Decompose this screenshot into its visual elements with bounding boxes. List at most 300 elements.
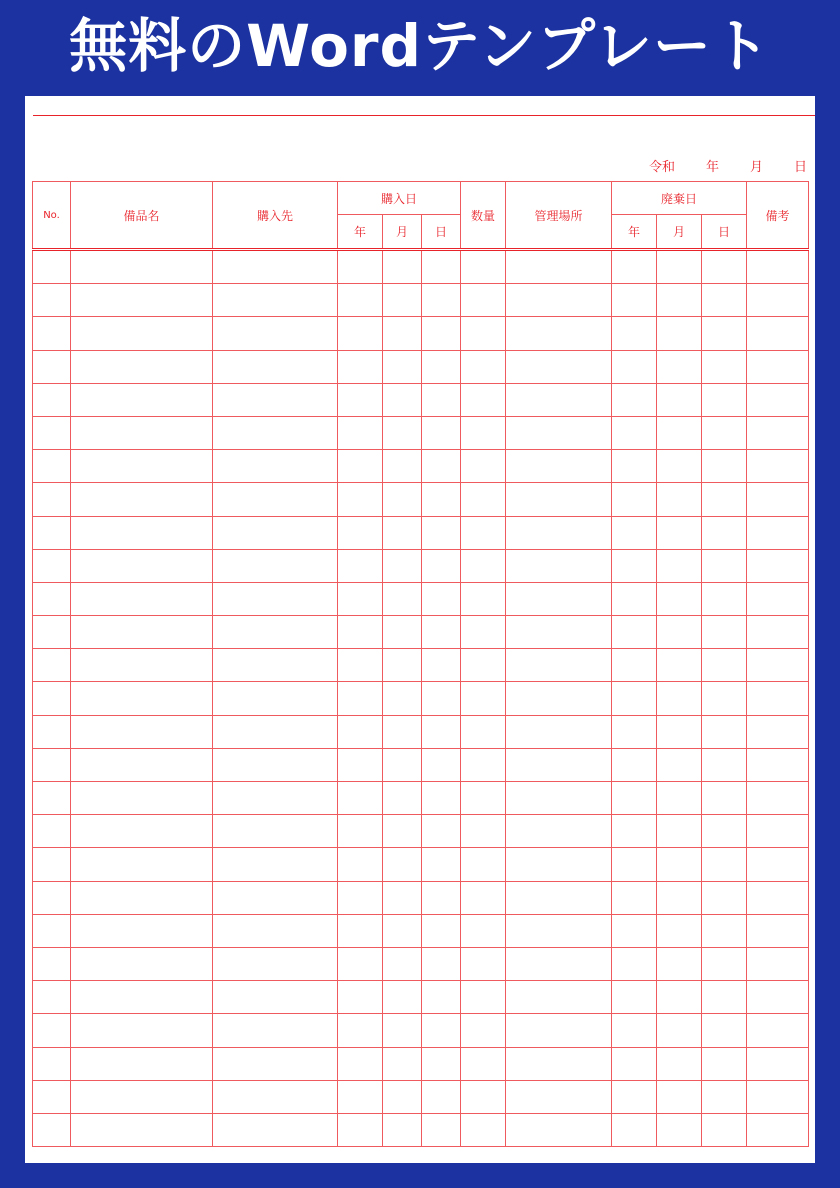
table-cell[interactable] [461,616,506,649]
table-cell[interactable] [461,981,506,1014]
table-cell[interactable] [702,616,747,649]
table-cell[interactable] [461,914,506,947]
table-cell[interactable] [461,416,506,449]
table-cell[interactable] [422,682,461,715]
table-cell[interactable] [33,1047,71,1080]
table-cell[interactable] [213,616,338,649]
table-cell[interactable] [702,815,747,848]
table-cell[interactable] [657,549,702,582]
table-cell[interactable] [422,947,461,980]
table-cell[interactable] [338,782,383,815]
table-cell[interactable] [506,616,612,649]
table-cell[interactable] [506,981,612,1014]
table-cell[interactable] [747,1047,809,1080]
table-cell[interactable] [657,682,702,715]
table-cell[interactable] [422,1047,461,1080]
table-cell[interactable] [461,483,506,516]
table-cell[interactable] [422,881,461,914]
table-cell[interactable] [461,582,506,615]
table-cell[interactable] [422,350,461,383]
table-cell[interactable] [612,1047,657,1080]
table-cell[interactable] [33,416,71,449]
table-cell[interactable] [338,284,383,317]
table-cell[interactable] [338,383,383,416]
table-cell[interactable] [657,516,702,549]
table-cell[interactable] [506,1047,612,1080]
table-cell[interactable] [506,284,612,317]
table-cell[interactable] [506,450,612,483]
table-cell[interactable] [657,450,702,483]
table-cell[interactable] [422,616,461,649]
table-cell[interactable] [213,1014,338,1047]
table-cell[interactable] [657,914,702,947]
table-cell[interactable] [657,1113,702,1146]
table-cell[interactable] [33,815,71,848]
table-cell[interactable] [383,317,422,350]
table-cell[interactable] [33,616,71,649]
table-cell[interactable] [747,250,809,284]
table-cell[interactable] [33,317,71,350]
table-cell[interactable] [422,582,461,615]
table-cell[interactable] [338,516,383,549]
table-cell[interactable] [422,450,461,483]
table-cell[interactable] [383,483,422,516]
table-cell[interactable] [213,881,338,914]
table-cell[interactable] [702,350,747,383]
table-cell[interactable] [33,748,71,781]
table-cell[interactable] [383,616,422,649]
table-cell[interactable] [461,450,506,483]
table-cell[interactable] [461,1113,506,1146]
table-cell[interactable] [33,383,71,416]
table-cell[interactable] [612,549,657,582]
table-cell[interactable] [422,1113,461,1146]
table-cell[interactable] [506,782,612,815]
table-cell[interactable] [383,914,422,947]
table-cell[interactable] [383,815,422,848]
table-cell[interactable] [71,649,213,682]
table-cell[interactable] [657,284,702,317]
table-cell[interactable] [506,416,612,449]
table-cell[interactable] [657,317,702,350]
table-cell[interactable] [747,947,809,980]
table-cell[interactable] [383,748,422,781]
table-cell[interactable] [612,981,657,1014]
table-cell[interactable] [213,815,338,848]
table-cell[interactable] [612,350,657,383]
table-cell[interactable] [383,1047,422,1080]
table-cell[interactable] [383,582,422,615]
table-cell[interactable] [461,815,506,848]
table-cell[interactable] [612,284,657,317]
table-cell[interactable] [702,317,747,350]
table-cell[interactable] [747,483,809,516]
table-cell[interactable] [383,284,422,317]
table-cell[interactable] [657,815,702,848]
table-cell[interactable] [213,582,338,615]
table-cell[interactable] [506,682,612,715]
table-cell[interactable] [747,549,809,582]
table-cell[interactable] [506,350,612,383]
table-cell[interactable] [702,383,747,416]
table-cell[interactable] [506,649,612,682]
table-cell[interactable] [338,616,383,649]
table-cell[interactable] [383,1080,422,1113]
table-cell[interactable] [33,881,71,914]
table-cell[interactable] [657,848,702,881]
table-cell[interactable] [702,516,747,549]
table-cell[interactable] [506,383,612,416]
table-cell[interactable] [383,250,422,284]
table-cell[interactable] [461,748,506,781]
table-cell[interactable] [422,284,461,317]
table-cell[interactable] [422,549,461,582]
table-cell[interactable] [702,981,747,1014]
table-cell[interactable] [33,549,71,582]
table-cell[interactable] [213,914,338,947]
table-cell[interactable] [747,815,809,848]
table-cell[interactable] [213,1113,338,1146]
table-cell[interactable] [702,250,747,284]
table-cell[interactable] [612,782,657,815]
table-cell[interactable] [702,715,747,748]
table-cell[interactable] [33,649,71,682]
table-cell[interactable] [702,782,747,815]
table-cell[interactable] [461,1080,506,1113]
table-cell[interactable] [702,483,747,516]
table-cell[interactable] [338,748,383,781]
table-cell[interactable] [461,782,506,815]
table-cell[interactable] [506,250,612,284]
table-cell[interactable] [33,782,71,815]
table-cell[interactable] [383,416,422,449]
table-cell[interactable] [612,881,657,914]
table-cell[interactable] [383,881,422,914]
table-cell[interactable] [747,284,809,317]
table-cell[interactable] [383,350,422,383]
table-cell[interactable] [747,416,809,449]
table-cell[interactable] [657,383,702,416]
table-cell[interactable] [422,649,461,682]
table-cell[interactable] [422,914,461,947]
table-cell[interactable] [747,1014,809,1047]
table-cell[interactable] [461,649,506,682]
table-cell[interactable] [213,416,338,449]
table-cell[interactable] [213,250,338,284]
table-cell[interactable] [422,516,461,549]
table-cell[interactable] [71,1014,213,1047]
table-cell[interactable] [33,1113,71,1146]
table-cell[interactable] [506,549,612,582]
table-cell[interactable] [612,1014,657,1047]
table-cell[interactable] [657,483,702,516]
table-cell[interactable] [422,317,461,350]
table-cell[interactable] [461,383,506,416]
table-cell[interactable] [383,383,422,416]
table-cell[interactable] [338,947,383,980]
table-cell[interactable] [383,715,422,748]
table-cell[interactable] [747,649,809,682]
table-cell[interactable] [612,250,657,284]
table-cell[interactable] [33,350,71,383]
table-cell[interactable] [33,715,71,748]
table-cell[interactable] [657,1014,702,1047]
table-cell[interactable] [213,1080,338,1113]
table-cell[interactable] [461,516,506,549]
table-cell[interactable] [612,947,657,980]
table-cell[interactable] [747,1080,809,1113]
table-cell[interactable] [506,848,612,881]
table-cell[interactable] [422,1014,461,1047]
table-cell[interactable] [338,317,383,350]
table-cell[interactable] [213,947,338,980]
table-cell[interactable] [612,516,657,549]
table-cell[interactable] [702,1080,747,1113]
table-cell[interactable] [71,516,213,549]
table-cell[interactable] [422,782,461,815]
table-cell[interactable] [612,748,657,781]
table-cell[interactable] [33,981,71,1014]
table-cell[interactable] [747,1113,809,1146]
table-cell[interactable] [33,947,71,980]
table-cell[interactable] [702,914,747,947]
table-cell[interactable] [702,416,747,449]
table-cell[interactable] [422,981,461,1014]
table-cell[interactable] [506,815,612,848]
table-cell[interactable] [71,881,213,914]
table-cell[interactable] [213,748,338,781]
table-cell[interactable] [422,748,461,781]
table-cell[interactable] [71,582,213,615]
table-cell[interactable] [747,350,809,383]
table-cell[interactable] [338,649,383,682]
table-cell[interactable] [506,1080,612,1113]
table-cell[interactable] [461,250,506,284]
table-cell[interactable] [33,682,71,715]
table-cell[interactable] [461,350,506,383]
table-cell[interactable] [422,715,461,748]
table-cell[interactable] [702,450,747,483]
table-cell[interactable] [213,848,338,881]
table-cell[interactable] [213,383,338,416]
table-cell[interactable] [338,582,383,615]
table-cell[interactable] [71,317,213,350]
table-cell[interactable] [33,284,71,317]
table-cell[interactable] [702,649,747,682]
table-cell[interactable] [71,416,213,449]
table-cell[interactable] [461,549,506,582]
table-cell[interactable] [33,516,71,549]
table-cell[interactable] [506,715,612,748]
table-cell[interactable] [612,715,657,748]
table-cell[interactable] [612,317,657,350]
table-cell[interactable] [702,1014,747,1047]
table-cell[interactable] [461,284,506,317]
table-cell[interactable] [338,350,383,383]
table-cell[interactable] [506,1113,612,1146]
table-cell[interactable] [33,483,71,516]
table-cell[interactable] [422,848,461,881]
table-cell[interactable] [747,715,809,748]
table-cell[interactable] [338,848,383,881]
table-cell[interactable] [506,483,612,516]
table-cell[interactable] [338,1014,383,1047]
table-cell[interactable] [422,416,461,449]
table-cell[interactable] [383,1113,422,1146]
table-cell[interactable] [461,947,506,980]
table-cell[interactable] [383,981,422,1014]
table-cell[interactable] [506,947,612,980]
table-cell[interactable] [702,549,747,582]
table-cell[interactable] [71,1113,213,1146]
table-cell[interactable] [422,383,461,416]
table-cell[interactable] [71,848,213,881]
table-cell[interactable] [71,682,213,715]
table-cell[interactable] [657,416,702,449]
table-cell[interactable] [383,1014,422,1047]
table-cell[interactable] [71,947,213,980]
table-cell[interactable] [747,616,809,649]
table-cell[interactable] [657,748,702,781]
table-cell[interactable] [338,450,383,483]
table-cell[interactable] [612,1113,657,1146]
table-cell[interactable] [71,383,213,416]
table-cell[interactable] [657,350,702,383]
table-cell[interactable] [213,782,338,815]
table-cell[interactable] [71,250,213,284]
table-cell[interactable] [461,848,506,881]
table-cell[interactable] [506,748,612,781]
table-cell[interactable] [71,748,213,781]
table-cell[interactable] [383,649,422,682]
table-cell[interactable] [747,881,809,914]
table-cell[interactable] [422,815,461,848]
table-cell[interactable] [383,516,422,549]
table-cell[interactable] [213,317,338,350]
table-cell[interactable] [657,616,702,649]
table-cell[interactable] [338,1113,383,1146]
table-cell[interactable] [383,450,422,483]
table-cell[interactable] [612,616,657,649]
table-cell[interactable] [422,250,461,284]
table-cell[interactable] [702,284,747,317]
table-cell[interactable] [657,250,702,284]
table-cell[interactable] [33,450,71,483]
table-cell[interactable] [338,914,383,947]
table-cell[interactable] [461,1047,506,1080]
table-cell[interactable] [71,782,213,815]
table-cell[interactable] [33,250,71,284]
table-cell[interactable] [71,815,213,848]
table-cell[interactable] [657,649,702,682]
table-cell[interactable] [213,483,338,516]
table-cell[interactable] [657,782,702,815]
table-cell[interactable] [612,1080,657,1113]
table-cell[interactable] [213,649,338,682]
table-cell[interactable] [747,383,809,416]
table-cell[interactable] [338,1047,383,1080]
table-cell[interactable] [422,483,461,516]
table-cell[interactable] [702,1047,747,1080]
table-cell[interactable] [338,682,383,715]
table-cell[interactable] [71,616,213,649]
table-cell[interactable] [422,1080,461,1113]
table-cell[interactable] [747,317,809,350]
table-cell[interactable] [383,549,422,582]
table-cell[interactable] [33,582,71,615]
table-cell[interactable] [213,1047,338,1080]
table-cell[interactable] [71,450,213,483]
table-cell[interactable] [338,981,383,1014]
table-cell[interactable] [747,981,809,1014]
table-cell[interactable] [213,682,338,715]
table-cell[interactable] [702,748,747,781]
table-cell[interactable] [506,1014,612,1047]
table-cell[interactable] [747,450,809,483]
table-cell[interactable] [702,582,747,615]
table-cell[interactable] [702,848,747,881]
table-cell[interactable] [612,483,657,516]
table-cell[interactable] [612,848,657,881]
table-cell[interactable] [702,1113,747,1146]
table-cell[interactable] [213,450,338,483]
table-cell[interactable] [383,947,422,980]
table-cell[interactable] [338,715,383,748]
table-cell[interactable] [338,549,383,582]
table-cell[interactable] [213,715,338,748]
table-cell[interactable] [213,981,338,1014]
table-cell[interactable] [657,981,702,1014]
table-cell[interactable] [657,947,702,980]
table-cell[interactable] [506,582,612,615]
table-cell[interactable] [461,1014,506,1047]
table-cell[interactable] [657,1047,702,1080]
table-cell[interactable] [612,914,657,947]
table-cell[interactable] [338,881,383,914]
table-cell[interactable] [657,881,702,914]
table-cell[interactable] [33,1014,71,1047]
table-cell[interactable] [612,383,657,416]
table-cell[interactable] [71,1047,213,1080]
table-cell[interactable] [338,416,383,449]
table-cell[interactable] [71,981,213,1014]
table-cell[interactable] [213,516,338,549]
table-cell[interactable] [33,914,71,947]
table-cell[interactable] [33,1080,71,1113]
table-cell[interactable] [461,715,506,748]
table-cell[interactable] [461,881,506,914]
table-cell[interactable] [71,914,213,947]
table-cell[interactable] [338,250,383,284]
table-cell[interactable] [747,848,809,881]
table-cell[interactable] [33,848,71,881]
table-cell[interactable] [702,947,747,980]
table-cell[interactable] [657,582,702,615]
table-cell[interactable] [71,1080,213,1113]
table-cell[interactable] [702,682,747,715]
table-cell[interactable] [506,881,612,914]
table-cell[interactable] [338,483,383,516]
table-cell[interactable] [506,516,612,549]
table-cell[interactable] [213,549,338,582]
table-cell[interactable] [338,1080,383,1113]
table-cell[interactable] [747,748,809,781]
table-cell[interactable] [213,350,338,383]
table-cell[interactable] [612,682,657,715]
table-cell[interactable] [213,284,338,317]
table-cell[interactable] [461,317,506,350]
table-cell[interactable] [747,782,809,815]
